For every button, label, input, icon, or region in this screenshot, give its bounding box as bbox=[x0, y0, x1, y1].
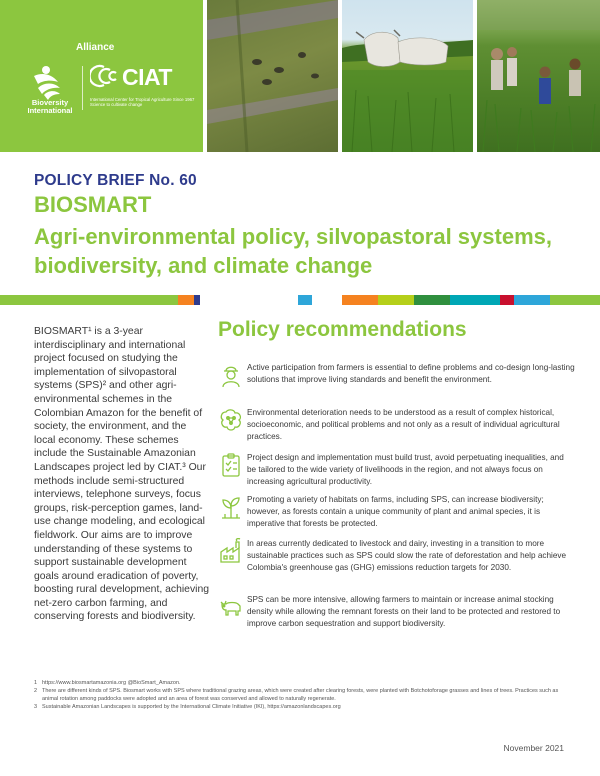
stripe-teal-1 bbox=[298, 295, 312, 305]
photo-cow-pasture bbox=[342, 0, 473, 152]
recommendation-text: Project design and implementation must build trust, avoid perpetuating inequalities, and be tailored to the wide variety of livelihoods in the region, and not always focus on increasing agricultural productivity. bbox=[247, 453, 564, 486]
photo-pasture-aerial bbox=[207, 0, 338, 152]
stripe-lime bbox=[378, 295, 414, 305]
footnote-text: There are different kinds of SPS. Biosmart works with SPS where traditional grazing areas, which were created after clearing forests, were planted with Botchotoforage grasses and lines of trees. Practices such as animal rotation among paddocks were adopted and an area of forest was conserved and allowed to naturally regenerate. bbox=[42, 688, 559, 702]
recommendation-text: Environmental deterioration needs to be understood as a result of complex historical, socioeconomic, and political problems and not only as a result of individual agricultural practices. bbox=[247, 408, 560, 441]
color-stripe bbox=[0, 295, 600, 305]
footnotes bbox=[34, 679, 574, 711]
ciat-subtitle: International Center for Tropical Agriculture Since 1967 Science to cultivate change bbox=[90, 97, 195, 108]
stripe-green-end bbox=[550, 295, 600, 305]
stripe-teal-2 bbox=[450, 295, 500, 305]
footnote bbox=[34, 703, 574, 711]
plant-habitat-icon bbox=[218, 494, 244, 520]
stripe-navy-1 bbox=[194, 295, 200, 305]
logo-panel bbox=[0, 0, 203, 152]
photo-fieldwork bbox=[477, 0, 600, 152]
publication-date: November 2021 bbox=[503, 743, 564, 753]
footnote-text[interactable]: Sustainable Amazonian Landscapes is supported by the International Climate Initiative (IKI), https://amazonlandscapes.org bbox=[42, 704, 341, 710]
recommendation-text: Promoting a variety of habitats on farms, including SPS, can increase biodiversity; however, as forests contain a unique community of plant and animal species, it is imperative that forests be protected. bbox=[247, 495, 544, 528]
bioversity-name: Bioversity International bbox=[27, 98, 73, 115]
recommendation-text: Active participation from farmers is essential to define problems and co-design long-lasting solutions that improve living standards and benefit the environment. bbox=[247, 363, 575, 384]
recommendation-text: In areas currently dedicated to livestock and dairy, investing in a transition to more sustainable practices such as SPS could slow the rate of deforestation and help achieve Colombia's greenhouse gas (GHG) emissions reduction targets for 2030. bbox=[247, 539, 567, 572]
logo-divider bbox=[82, 66, 83, 110]
farmer-icon bbox=[218, 362, 244, 388]
brain-network-icon bbox=[218, 407, 244, 433]
cow-icon bbox=[218, 594, 244, 620]
footnote-number: 2 bbox=[34, 688, 38, 694]
footnote bbox=[34, 679, 574, 687]
stripe-cyan bbox=[514, 295, 550, 305]
stripe-green-long bbox=[0, 295, 178, 305]
header-banner bbox=[0, 0, 600, 152]
stripe-orange-2 bbox=[342, 295, 378, 305]
project-name: BIOSMART bbox=[34, 192, 152, 217]
footnote bbox=[34, 687, 574, 703]
intro-paragraph: BIOSMART¹ is a 3-year interdisciplinary and international project focused on studying the implementation of silvopastoral systems (SPS)² and other agri-environmental schemes in the Colombian Amazon for the benefit of society, the environment, and the local economy. These schemes include the Sustainable Amazonian Landscapes project led by CIAT.³ Our methods include semi-structured interviews, telephone surveys, focus groups, risk-perception games, land-use change modeling, and ecological fieldwork. Our aims are to improve understanding of these systems to support sustainable development goals around eradication of poverty, boosting rural development, achieving net-zero carbon farming, and conserving forests and biodiversity. bbox=[34, 326, 210, 623]
ciat-name: CIAT bbox=[122, 64, 172, 90]
stripe-orange-1 bbox=[178, 295, 194, 305]
brief-title: Agri-environmental policy, silvopastoral systems, biodiversity, and climate change bbox=[34, 224, 552, 278]
footnote-number: 3 bbox=[34, 704, 38, 710]
emissions-factory-icon bbox=[218, 538, 244, 564]
clipboard-plan-icon bbox=[218, 452, 244, 478]
alliance-label: Alliance bbox=[76, 42, 115, 53]
recommendations-heading: Policy recommendations bbox=[218, 318, 467, 341]
stripe-red bbox=[500, 295, 514, 305]
recommendation-text: SPS can be more intensive, allowing farmers to maintain or increase animal stocking density while allowing the remnant forests on their land to be protected and restored to improve carbon sequestration and support biodiversity. bbox=[247, 595, 561, 628]
policy-brief-number: POLICY BRIEF No. 60 bbox=[34, 172, 197, 189]
footnote-text[interactable]: https://www.biosmartamazonia.org @BioSmart_Amazon. bbox=[42, 680, 181, 686]
stripe-dark-green bbox=[414, 295, 450, 305]
footnote-number: 1 bbox=[34, 680, 38, 686]
